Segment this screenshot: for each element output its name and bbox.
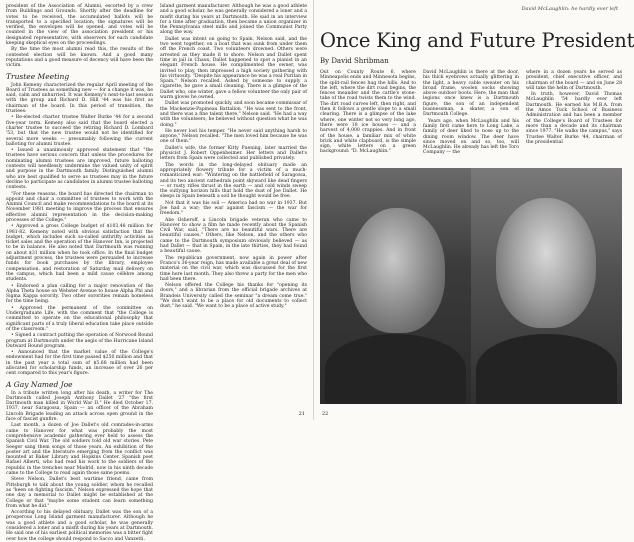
- paragraph: Island garment manufacturer. Although he was a good athlete and a good scholar, he was generally considered a loner and a misfit during his years at Dartmouth. He said in an interview for a time after graduation, then became a union organizer in the Pennsylvania steel mills and joined the Communist Party along the way.: [160, 4, 307, 36]
- article-column-1: [320, 70, 416, 165]
- page-number-left: 21: [298, 411, 305, 417]
- left-column-1: [6, 4, 153, 542]
- subhead-gay-named-joe: A Gay Named Joe: [6, 379, 73, 389]
- left-page: [0, 0, 314, 542]
- paragraph: Abe Osheroff, a Lincoln brigade veteran who came to Hanover to show a film he made recently about the Spanish Civil War, said, "There are no beautiful wars. There are beautiful causes." Others, like Nelson, and the others who came to the Dartmouth symposium obviously believed — as had Dallet — that in Spain, in the late thirties, they had found a beautiful cause.: [160, 217, 307, 255]
- paragraph: Not that it was his soil — America had no war in 1937. But Joe had a war; the war against fascism — the war for freedom.": [160, 200, 307, 217]
- article-column-2: [423, 70, 519, 165]
- face-shape: [350, 208, 445, 333]
- kicker: David McLaughlin: he hardly ever left: [521, 6, 618, 12]
- shoulder-shape: [325, 334, 466, 404]
- paragraph: Steve Nelson, Dallet's best wartime friend, came from Pittsburgh to talk about the young soldier, whom he recalled as "keen on fighting fascism." Nelson expressed the hope that one day a memorial to Dallet might be established at the College or that "maybe some student can learn something from what he did.": [6, 477, 153, 509]
- paragraph: David McLaughlin is there at the door, his thick eyebrows actually glittering in the light, a heavy cable sweater on his broad frame, woolen socks showing above outdoor boots. Here, the man that legions once knew is a Dartmouth figure, the son of an independent businessman, a skater, a son of Dartmouth College.: [423, 70, 519, 118]
- paragraph: • Approved the permanent of the committee on Undergraduate Life, with the comment that "the College is committed to operate on the educational philosophy that significant parts of a truly liberal education take place outside of the classroom.": [6, 305, 153, 332]
- face-shape: [496, 198, 596, 328]
- paragraph: Nelson offered the College his thanks for "opening its doors," and a librarian from the official brigade archives at Brandeis University called the seminar "a dream come true." "We don't want to be a place for old documents to collect dust," he said. "We want to be a place of active study.": [160, 283, 307, 310]
- paragraph: Last month, a dozen of Joe Dallet's old comrades-in-arms came to Hanover for what was probably the most comprehensive academic gathering ever held to assess the Spanish Civil War. The old soldiers told old war stories. Pete Seeger sang them songs of those years. An exhibition of the poster art and the literature emerging from the conflict was mounted at Baker Library and Hopkins Center. Spanish poet Rafael Alberti, who had read his work to the soldiers of the republic in the trenches near Madrid, now in his ninth decade came to the College to read again those same poems.: [6, 423, 153, 477]
- paragraph: By the time the most alumni read this, the results of the contested election will be known. And a good many reputations and a good measure of decency will have been the victim.: [6, 47, 153, 69]
- paragraph: In a tribute written long after his death, a writer for The Dartmouth called Joseph Anthony Dallet '27 "the first Dartmouth man killed in World War II." He died October 17, 1937, near Saragossa, Spain — an officer of the Abraham Lincoln Brigade leading an attack across open ground in the face of fascist gunfire.: [6, 390, 153, 423]
- portrait-left-image: [320, 168, 471, 404]
- paragraph: Dallet's wife, the former Kitty Puening, later married the physicist J. Robert Oppenheimer. Her letters and Dallet's letters from Spain were collected and published privately.: [160, 145, 307, 162]
- paragraph: • Issued a unanimously approved statement that "the trustees have serious concern that unless the procedures for nominating alumni trustees are improved, future balloting contests will needlessly undermine the valued unity of spirit and purpose in the Dartmouth family. Distinguished alumni who are best qualified to serve as trustees may in the future decline to participate as candidates in alumni trustee balloting contests.: [6, 148, 153, 191]
- right-page: [314, 0, 634, 420]
- paragraph: The republican government, now again in power after Franco's 36-year reign, has made available a great deal of new material on the civil war, which was discussed for the first time here last month. They also threw a party for the men who had been there.: [160, 255, 307, 282]
- paragraph: According to his delayed obituary, Dallet was the son of a prosperous Long Island garment manufacturer. Although he was a good athlete and a good scholar, he was generally considered a loner and a misfit during his years at Dartmouth. He said one of his earliest political memories was a bitter fight over how the college should respond to Sacco and Vanzetti.: [6, 510, 153, 542]
- paragraph: Out on County Route 6, where Minneapolis ends and Minnesota begins, the split-rail fences hug the hills. And to the left, where the dirt road begins, the fences meander and the cattle's stone-take of the road twists them to the wind. The dirt road curves left, then right, and then it follows a gentle slope to a small clearing. There is a glimpse of the lake where, one winter not so very long ago, there were 18 ice houses — and a harvest of 4,000 crappies. And in front of the house, a familiar mix of white brick and white clapboard, is the simple sign, white letters on a green background: "D. McLaughlin.": [320, 70, 416, 155]
- page-number-right: 22: [322, 411, 329, 417]
- portrait-photo: [320, 168, 622, 404]
- paragraph: The words in the long-delayed obituary made an appropriately flowery tribute for a victim of a much-romanticized war: "Wintering on the battlefield of Saragossa, and its two ancient cathedrals point skyward like dead fingers — or rusty rifles thrust in the earth — and cold winds sweep the outlying horizon hills that hold the dust of Joe Dallet. He sleeps in Spain beneath a soil he thought would be free.: [160, 162, 307, 200]
- paragraph: Years ago, when McLaughlin and his family first came here to Long Lake, a family of deer liked to nose up to the dining room window. The deer have since moved on and so, too, will McLaughlin. He already has left the Toro Company — the: [423, 118, 519, 156]
- paragraph: He never lost his temper. "He never said anything harsh to anyone," Nelson recalled. "The men loved him because he was one of them.": [160, 128, 307, 145]
- paragraph: In truth, however, David Thomas McLaughlin '54 hardly ever left Dartmouth. He earned his M.B.A. from the Amos Tuck School of Business Administration and has been a member of the College's Board of Trustees for more than a decade and its chairman since 1977. "He walks the campus," says Trustee Walter Burke '44, chairman of the presidential: [526, 92, 622, 145]
- article-column-3: [526, 70, 622, 165]
- paragraph: • Signed a contract putting the operation of Norwood Bound program at Dartmouth under the aegis of the Hurricane Island Outward Bound program.: [6, 333, 153, 349]
- subhead-trustee-meeting: Trustee Meeting: [6, 71, 70, 81]
- paragraph: Dallet was promoted quickly, and soon became commissar of the Mackenzie-Papineau Battalion. "He was sent to the front, and there was a fine talent there," Nelson said. "He had a way with the volunteers; he believed without question what he was doing.": [160, 101, 307, 128]
- paragraph: "For these reasons, the board has directed the chairman to appoint and chair a committee of trustees to work with the Alumni Council and make recommendations to the board at its November 1981 meeting to improve the process that ensures effective alumni representation in the decision-making processes of the College.": [6, 191, 153, 223]
- paragraph: • Re-elected charter trustee Walter Burke '44 for a second five-year term. Kemeny also said that the board elected a charter trustee to succeed the retiring Richard D. Lombard '53, but that the new trustee would not be identified for several more weeks — presumably following the current balloting for alumni trustee.: [6, 115, 153, 147]
- paragraph: where in a dozen years he served as president, chief executive officer, and chairman of the board — and on June 28 will take the helm of Dartmouth.: [526, 70, 622, 91]
- paragraph: • Approved a gross College budget of $103.48 million for 1981-82. Kemeny noted with obvious satisfaction that the budget, which includes such so-called unthrifty activities as ticket sales and the operation of the Hanover Inn, is projected to be in balance. He also noted that Dartmouth was running on about $31 million when he took office. In the final budget adjustment process, the trustees were persuaded to increase funds for book purchases by the library, employee compensation, and restoration of Saturday mail delivery on the campus, which had been a mild cause célèbre among students.: [6, 224, 153, 283]
- shoulder-shape: [476, 334, 617, 404]
- paragraph: president of the Association of Alumni, escorted by a crew from Buildings and Grounds. Shortly after the deadline for votes to be received, the accumulated ballots will be transported to a specified location; the signatures will be verified, the envelopes will be opened, and votes will be counted in the view of the association president or his designated representative, with observers for each candidate keeping skeptical eyes on the proceedings.: [6, 4, 153, 47]
- left-column-2: [160, 4, 307, 406]
- portrait-right-image: [471, 168, 622, 404]
- paragraph: John Kemeny characterized the regular April meeting of the Board of Trustees as something new — for a change it was, he said, calm and unhurried. It was Kemeny's next-to-last session with the group and Richard D. Hill '44 was his first as chairman of the board. In this period of transition, the trustees:: [6, 82, 153, 115]
- paragraph: Dallet was intent on going to Spain, Nelson said, and the two went together, on a boat that was sunk from under them off the French coast. Two volunteers drowned. Others were arrested as they made it to shore. Nelson and Dallet spent time in jail in Chaux, Dallet happened to spot a pianist in an elegant French house. He complimented the owner, was invited to play, then impressed a high society gathering with his virtuosity. "Despite his appearance he was a real Puritan in Spain," Nelson recalled. Asked by someone to supply a cigarette, he gave a small cleaning. There is a glimpse of the Dallet who, one winter, gave a fellow volunteer the only pair of warm gloves he owned.: [160, 36, 307, 101]
- article-columns: [320, 70, 622, 165]
- headline: Once King and Future President: [320, 29, 634, 52]
- paragraph: • Announced that the market value of the College's endowment had for the first time passed $250 million and that in the past year a total sum of $5.68 million had been allocated for scholarship funds, an increase of over 26 per cent compared to this year's figure.: [6, 350, 153, 377]
- byline: By David Shribman: [320, 57, 389, 65]
- paragraph: • Endorsed a plan calling for a major renovation of the Alpha Theta house on Webster Avenue to house Alpha Phi and Sigma Kappa sorority. Two other sororities remain homeless for the time being.: [6, 283, 153, 305]
